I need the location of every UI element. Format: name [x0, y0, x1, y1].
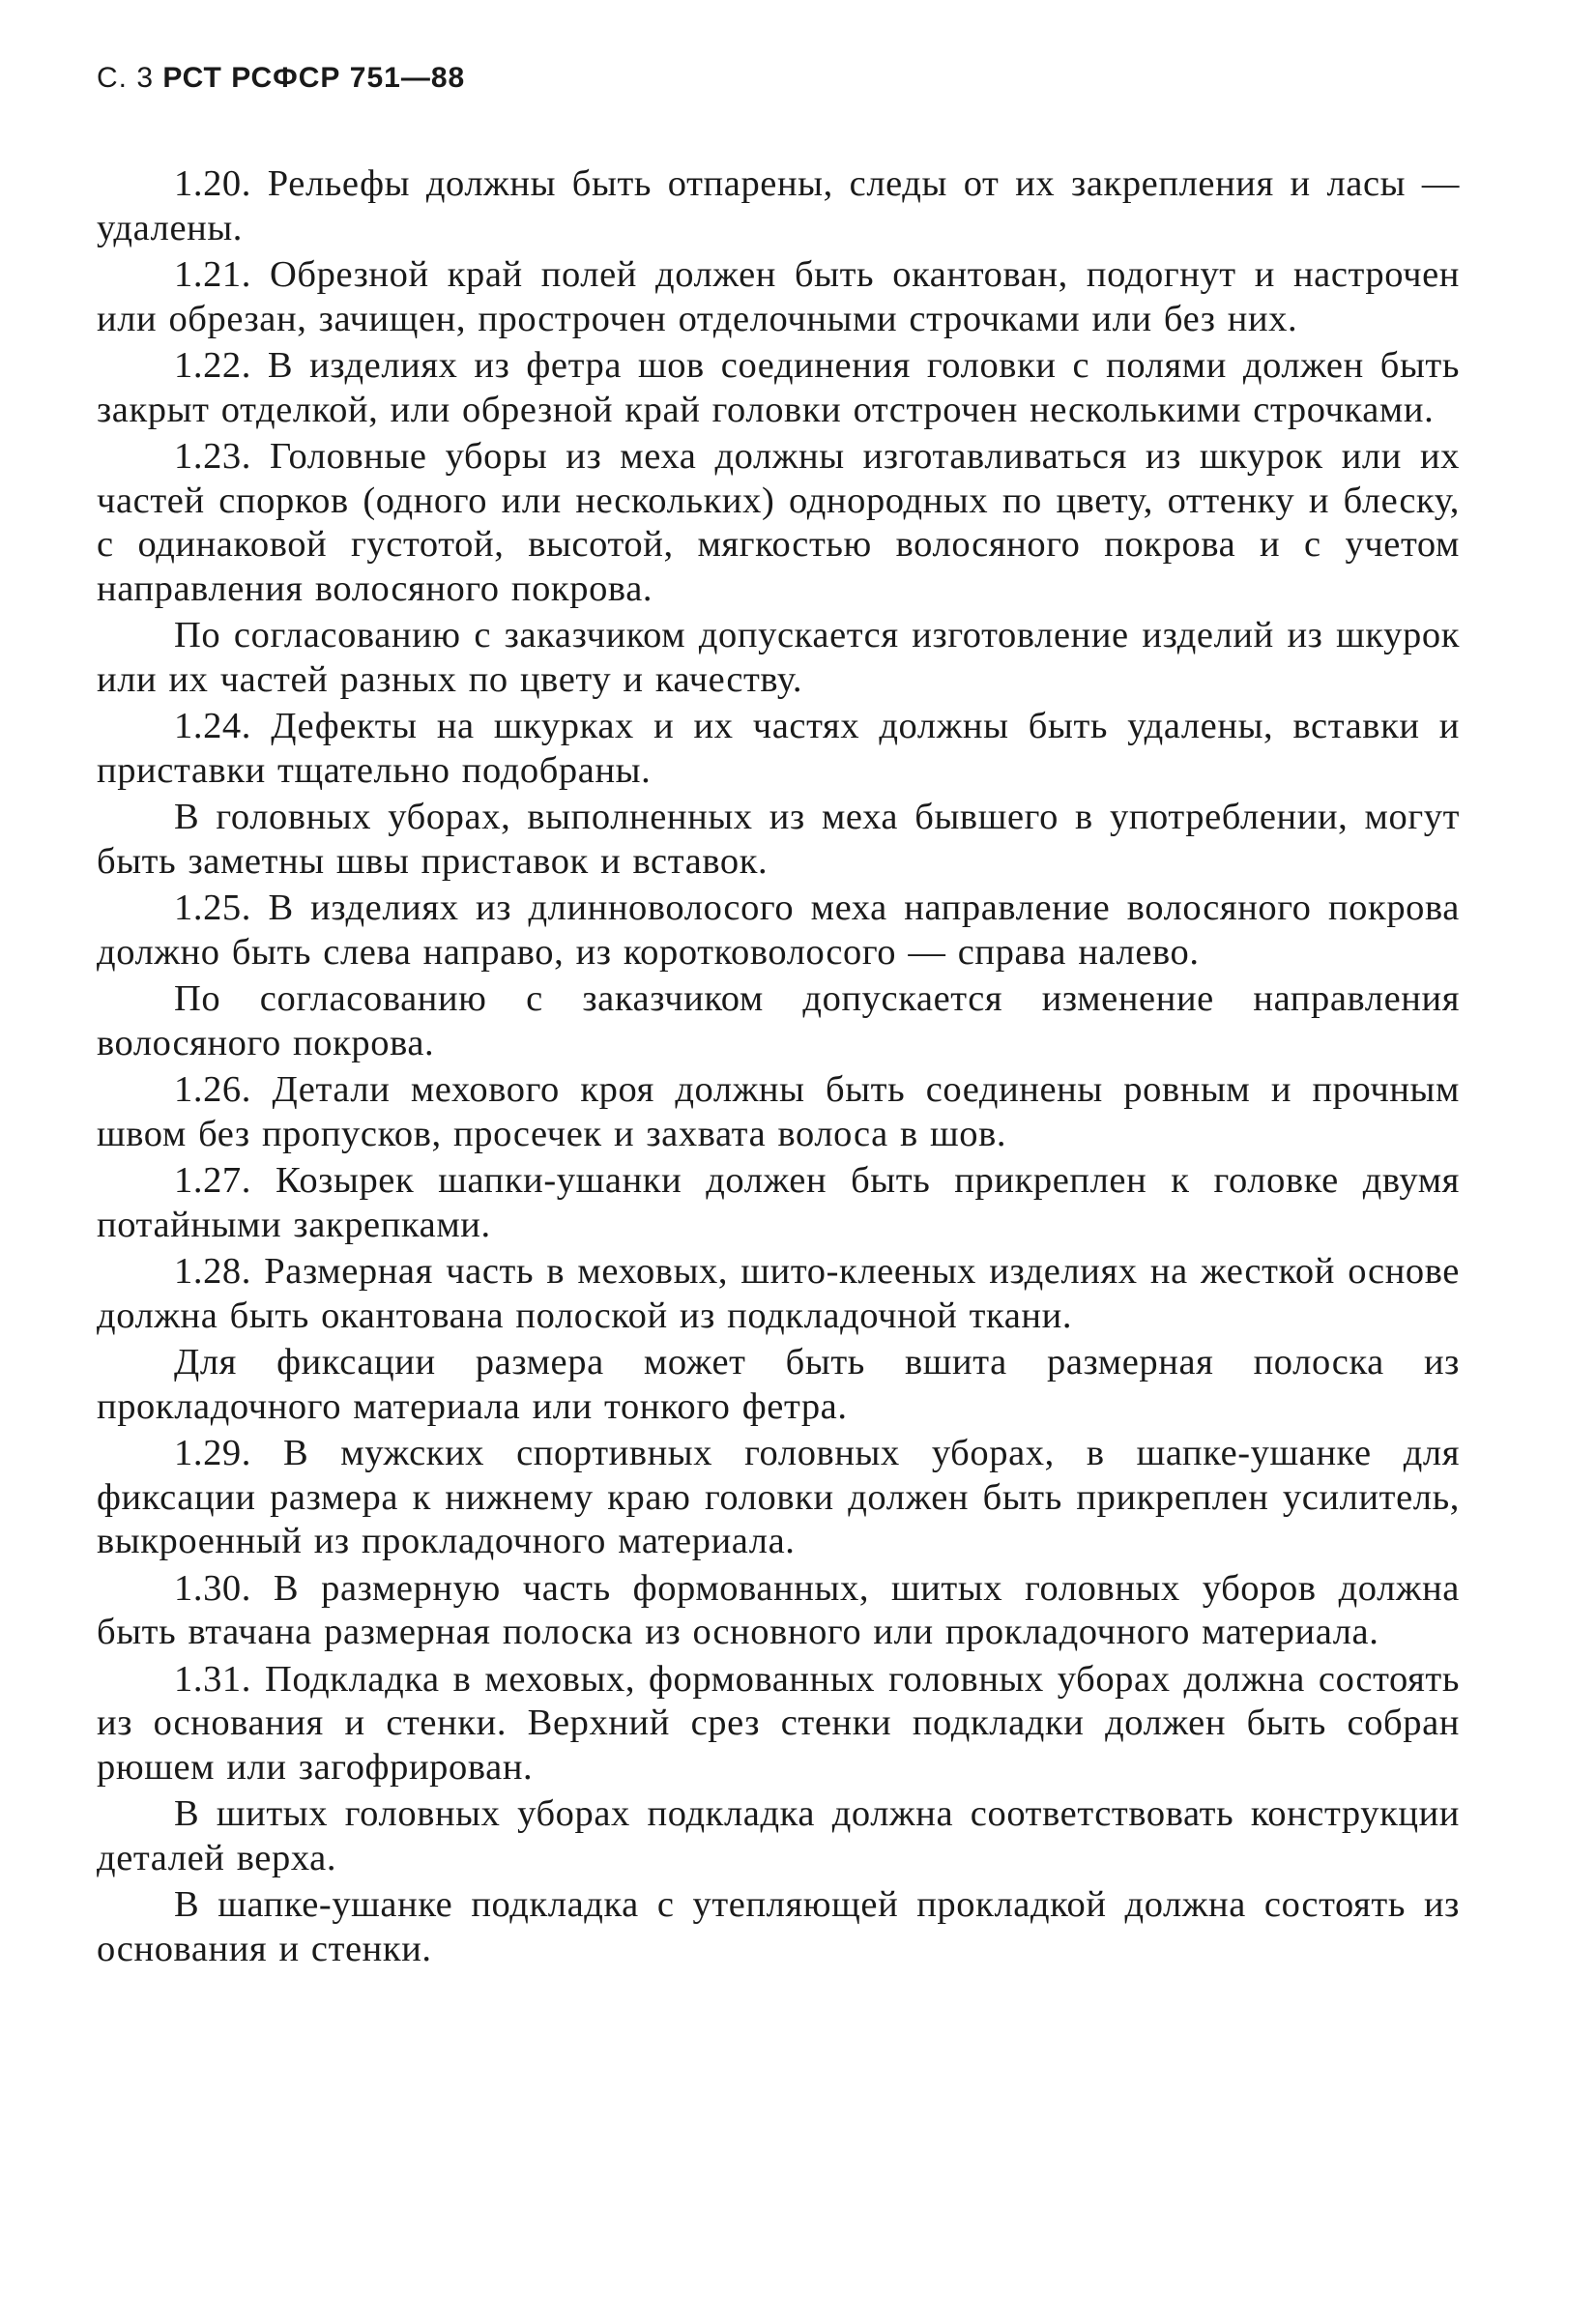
paragraph-1-28-note: Для фиксации размера может быть вшита размерная полоска из прокладочного материала или тонкого фетра. — [97, 1342, 1460, 1427]
paragraph-1-29: 1.29. В мужских спортивных головных уборах, в шапке-ушанке для фиксации размера к нижнему краю головки должен быть прикреплен усилитель, выкроенный из прокладочного материала. — [97, 1433, 1460, 1561]
document-body — [97, 162, 1460, 1974]
paragraph-1-27: 1.27. Козырек шапки-ушанки должен быть прикреплен к головке двумя потайными закрепками. — [97, 1160, 1460, 1245]
paragraph-1-25: 1.25. В изделиях из длинноволосого меха направление волосяного покрова должно быть слева направо, из коротковолосого — справа налево. — [97, 888, 1460, 973]
paragraph-1-20: 1.20. Рельефы должны быть отпарены, следы от их закрепления и ласы — удалены. — [97, 163, 1460, 248]
paragraph-1-26: 1.26. Детали мехового кроя должны быть соединены ровным и прочным швом без пропусков, просечек и захвата волоса в шов. — [97, 1069, 1460, 1154]
paragraph-1-28: 1.28. Размерная часть в меховых, шито-клееных изделиях на жесткой основе должна быть окантована полоской из подкладочной ткани. — [97, 1251, 1460, 1336]
paragraph-1-23-note: По согласованию с заказчиком допускается изготовление изделий из шкурок или их частей разных по цвету и качеству. — [97, 615, 1460, 700]
paragraph-1-24: 1.24. Дефекты на шкурках и их частях должны быть удалены, вставки и приставки тщательно подобраны. — [97, 706, 1460, 791]
paragraph-1-24-note: В головных уборах, выполненных из меха бывшего в употреблении, могут быть заметны швы приставок и вставок. — [97, 797, 1460, 882]
paragraph-1-30: 1.30. В размерную часть формованных, шитых головных уборов должна быть втачана размерная полоска из основного или прокладочного материала. — [97, 1567, 1460, 1652]
paragraph-1-31-note-1: В шитых головных уборах подкладка должна соответствовать конструкции деталей верха. — [97, 1793, 1460, 1878]
paragraph-1-23: 1.23. Головные уборы из меха должны изготавливаться из шкурок или их частей спорков (одного или нескольких) однородных по цвету, оттенку и блеску, с одинаковой густотой, высотой, мягкостью волосяного покрова и с учетом направления волосяного покрова. — [97, 436, 1460, 609]
paragraph-1-31-note-2: В шапке-ушанке подкладка с утепляющей прокладкой должна состоять из основания и стенки. — [97, 1884, 1460, 1969]
paragraph-1-31: 1.31. Подкладка в меховых, формованных головных уборах должна состоять из основания и стенки. Верхний срез стенки подкладки должен быть собран рюшем или загофрирован. — [97, 1658, 1460, 1788]
paragraph-1-25-note: По согласованию с заказчиком допускается изменение направления волосяного покрова. — [97, 978, 1460, 1063]
paragraph-1-22: 1.22. В изделиях из фетра шов соединения головки с полями должен быть закрыт отделкой, или обрезной край головки отстрочен несколькими строчками. — [97, 345, 1460, 430]
page-number: С. 3 — [97, 62, 155, 94]
page-header — [97, 62, 465, 95]
paragraph-1-21: 1.21. Обрезной край полей должен быть окантован, подогнут и настрочен или обрезан, зачищен, прострочен отделочными строчками или без них. — [97, 254, 1460, 339]
standard-designation: РСТ РСФСР 751—88 — [162, 62, 466, 94]
